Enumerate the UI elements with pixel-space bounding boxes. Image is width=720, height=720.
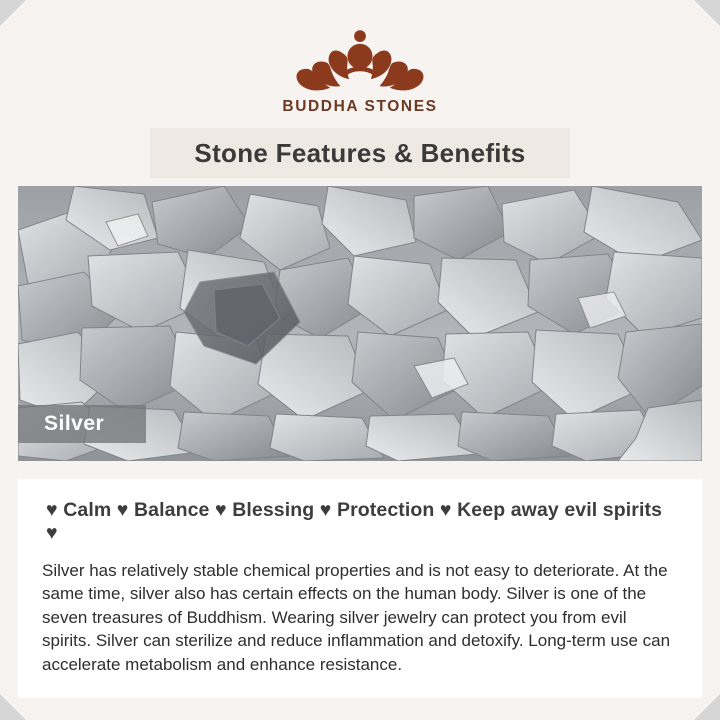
lotus-buddha-icon <box>280 22 440 94</box>
corner-decoration-top-right <box>694 0 720 26</box>
corner-decoration-bottom-right <box>694 694 720 720</box>
corner-decoration-top-left <box>0 0 26 26</box>
brand-name: BUDDHA STONES <box>282 98 438 115</box>
description-text: Silver has relatively stable chemical properties and is not easy to deteriorate. At the same time, silver also has certain effects on the human body. Silver is one of the seven treasures of Buddhism. Wearing silver jewelry can protect you from evil spirits. Silver can sterilize and reduce inflammation and detoxify. Long-term use can accelerate metabolism and enhance resistance. <box>42 561 671 674</box>
stone-photo <box>18 186 702 461</box>
section-title-band <box>0 128 720 178</box>
corner-decoration-bottom-left <box>0 694 26 720</box>
brand-logo <box>0 0 720 116</box>
benefits-card <box>18 479 702 698</box>
stone-name-label: Silver <box>18 405 146 443</box>
keywords-line: ♥ Calm ♥ Balance ♥ Blessing ♥ Protection ♥ Keep away evil spirits ♥ <box>46 499 663 544</box>
page-title: Stone Features & Benefits <box>194 137 526 168</box>
